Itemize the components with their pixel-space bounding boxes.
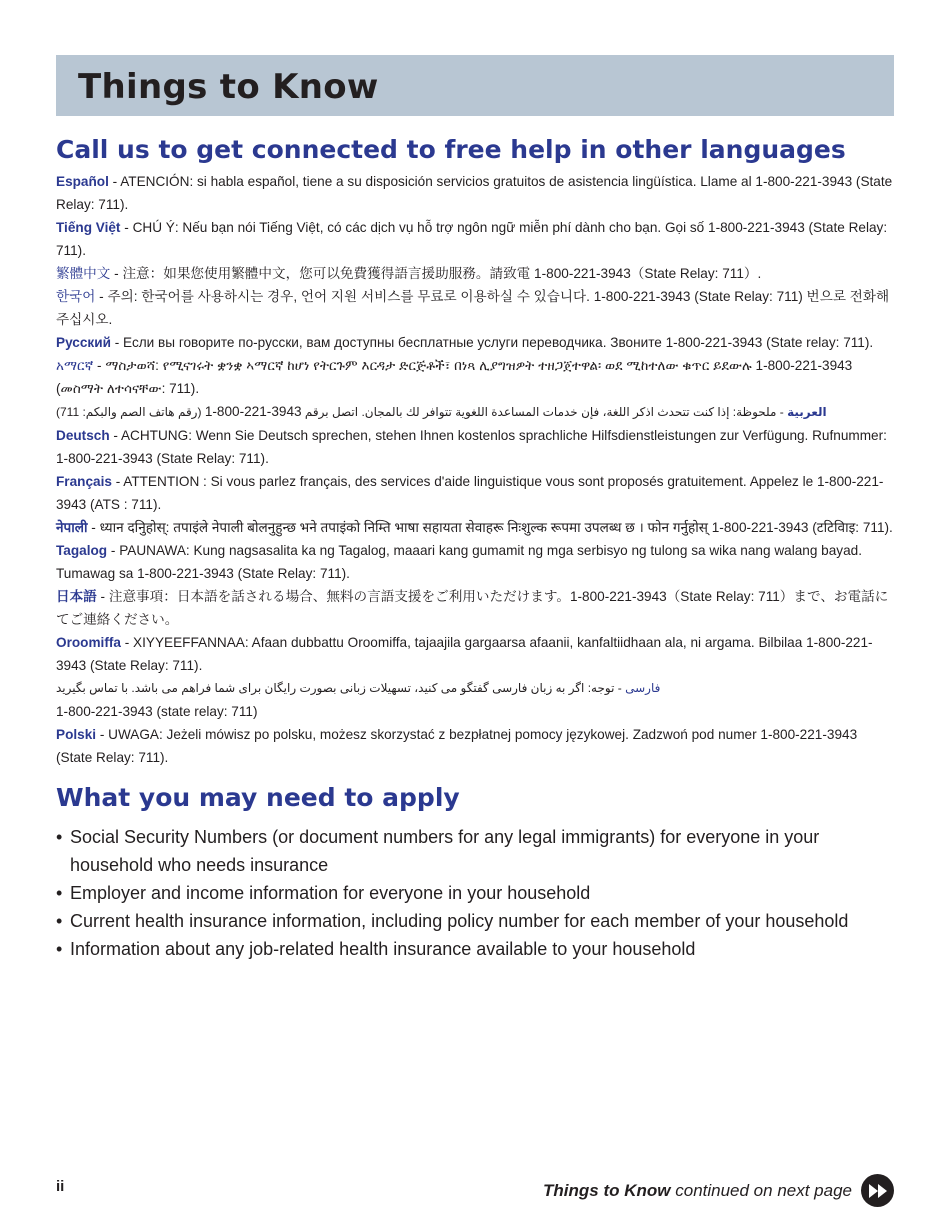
language-name: Русский <box>56 335 111 350</box>
language-text: توجه: اگر به زبان فارسی گفتگو می کنید، تسهیلات زبانی بصورت رایگان برای شما فراهم می باشد. با تماس بگیرید <box>56 681 615 695</box>
language-text: ملحوظة: إذا كنت تتحدث اذكر اللغة، فإن خدمات المساعدة اللغوية تتوافر لك بالمجان. اتصل برقم <box>304 405 777 419</box>
language-text: PAUNAWA: Kung nagsasalita ka ng Tagalog, maaari kang gumamit ng mga serbisyo ng tulong sa wika nang walang bayad. Tumawag sa 1-800-221-3943 (State Relay: 711). <box>56 543 862 581</box>
language-name: Deutsch <box>56 428 110 443</box>
language-text: UWAGA: Jeżeli mówisz po polsku, możesz skorzystać z bezpłatnej pomocy językowej. Zadzwoń pod numer 1-800-221-3943 (State Relay: 711). <box>56 727 858 765</box>
language-name: Français <box>56 474 112 489</box>
language-name: Tiếng Việt <box>56 220 121 235</box>
apply-heading: What you may need to apply <box>56 783 460 812</box>
continued-notice <box>543 1174 894 1207</box>
language-item-german: Deutsch - ACHTUNG: Wenn Sie Deutsch sprechen, stehen Ihnen kostenlos sprachliche Hilfsdienstleistungen zur Verfügung. Rufnummer: 1-800-221-3943 (State Relay: 711). <box>56 428 887 466</box>
language-text: ध्यान दनिुहोस्: तपाइंले नेपाली बोलनुहुन्छ भने तपाइंको निम्ति भाषा सहायता सेवाहरू निःशुल्क रूपमा उपलब्ध छ । फोन गर्नुहोस् 1-800-221-3943 (टटिवािइ: 711). <box>99 520 893 535</box>
language-item-russian: Русский - Если вы говорите по-русски, вам доступны бесплатные услуги переводчика. Звоните 1-800-221-3943 (State relay: 711). <box>56 335 874 350</box>
phone-number-line: 1-800-221-3943 (state relay: 711) <box>56 704 258 719</box>
list-item: • Current health insurance information, including policy number for each member of your household <box>56 907 894 935</box>
language-list <box>56 170 894 769</box>
language-name: 日本語 <box>56 589 97 604</box>
language-item-oromo: Oroomiffa - XIYYEEFFANNAA: Afaan dubbattu Oroomiffa, tajaajila gargaarsa afaanii, kanfaltiidhaan ala, ni argama. Bilbilaa 1-800-221-3943 (State Relay: 711). <box>56 635 873 673</box>
language-text: 주의: 한국어를 사용하시는 경우, 언어 지원 서비스를 무료로 이용하실 수 있습니다. 1-800-221-3943 (State Relay: 711) 번으로 전화해 주십시오. <box>56 289 890 327</box>
fast-forward-icon <box>867 1182 889 1200</box>
language-item-vietnamese: Tiếng Việt - CHÚ Ý: Nếu bạn nói Tiếng Việt, có các dịch vụ hỗ trợ ngôn ngữ miễn phí dành cho bạn. Gọi số 1-800-221-3943 (State Relay: 711). <box>56 220 888 258</box>
language-name: 繁體中文 <box>56 266 111 281</box>
language-item-spanish: Español - ATENCIÓN: si habla español, tiene a su disposición servicios gratuitos de asistencia lingüística. Llame al 1-800-221-3943 (State Relay: 711). <box>56 174 893 212</box>
language-name: አማርኛ <box>56 358 94 373</box>
next-page-button[interactable] <box>861 1174 894 1207</box>
language-name: नेपाली <box>56 520 88 535</box>
language-name: Español <box>56 174 109 189</box>
list-item: • Social Security Numbers (or document numbers for any legal immigrants) for everyone in your household who needs insurance <box>56 823 894 879</box>
language-item-korean: 한국어 - 주의: 한국어를 사용하시는 경우, 언어 지원 서비스를 무료로 이용하실 수 있습니다. 1-800-221-3943 (State Relay: 711) 번으로 전화해 주십시오. <box>56 289 890 327</box>
phone-number: 1-800-221-3943 <box>204 404 302 419</box>
language-text: 注意事項：日本語を話される場合、無料の言語支援をご利用いただけます。1-800-221-3943（State Relay: 711）まで、お電話にてご連絡ください。 <box>56 589 889 627</box>
language-item-french: Français - ATTENTION : Si vous parlez français, des services d'aide linguistique vous sont proposés gratuitement. Appelez le 1-800-221-3943 (ATS : 711). <box>56 474 884 512</box>
language-text: Если вы говорите по-русски, вам доступны бесплатные услуги переводчика. Звоните 1-800-221-3943 (State relay: 711). <box>123 335 874 350</box>
list-item: • Employer and income information for everyone in your household <box>56 879 894 907</box>
language-item-nepali: नेपाली - ध्यान दनिुहोस्: तपाइंले नेपाली बोलनुहुन्छ भने तपाइंको निम्ति भाषा सहायता सेवाहरू निःशुल्क रूपमा उपलब्ध छ । फोन गर्नुहोस् 1-800-221-3943 (टटिवािइ: 711). <box>56 520 893 535</box>
language-text: ማስታወሻ: የሚናገሩት ቋንቋ ኣማርኛ ከሆነ የትርጉም እርዳታ ድርጅቶች፣ በነጻ ሊያግዝዎት ተዘጋጀተዋል፡ ወደ ሚከተለው ቁጥር ይደውሉ 1-800-221-3943 (መስማት ለተሳናቸው: 711). <box>56 358 853 396</box>
language-text: ATENCIÓN: si habla español, tiene a su disposición servicios gratuitos de asistencia lingüística. Llame al 1-800-221-3943 (State Relay: 711). <box>56 174 893 212</box>
language-item-arabic: العربية - ملحوظة: إذا كنت تتحدث اذكر اللغة، فإن خدمات المساعدة اللغوية تتوافر لك بالمجان. اتصل برقم 1-800-221-3943 (رقم هاتف الصم والبكم: 711) <box>56 404 827 419</box>
list-item: • Information about any job-related health insurance available to your household <box>56 935 894 963</box>
bullet-icon: • <box>56 883 63 903</box>
language-name: العربية <box>787 405 827 419</box>
languages-heading: Call us to get connected to free help in other languages <box>56 135 846 164</box>
bullet-icon: • <box>56 827 63 847</box>
language-text: XIYYEEFFANNAA: Afaan dubbattu Oroomiffa, tajaajila gargaarsa afaanii, kanfaltiidhaan ala, ni argama. Bilbilaa 1-800-221-3943 (State Relay: 711). <box>56 635 873 673</box>
language-item-tagalog: Tagalog - PAUNAWA: Kung nagsasalita ka ng Tagalog, maaari kang gumamit ng mga serbisyo ng tulong sa wika nang walang bayad. Tumawag sa 1-800-221-3943 (State Relay: 711). <box>56 543 862 581</box>
continued-title: Things to Know <box>543 1180 671 1200</box>
language-text: 注意：如果您使用繁體中文，您可以免費獲得語言援助服務。請致電 1-800-221-3943（State Relay: 711）. <box>122 266 762 281</box>
bullet-icon: • <box>56 939 63 959</box>
language-item-farsi: فارسی - توجه: اگر به زبان فارسی گفتگو می کنید، تسهیلات زبانی بصورت رایگان برای شما فراهم می باشد. با تماس بگیرید 1-800-221-3943 (state relay: 711) <box>56 677 894 723</box>
page-content <box>56 55 894 963</box>
page-title: Things to Know <box>78 67 379 107</box>
bullet-icon: • <box>56 911 63 931</box>
language-tail: (رقم هاتف الصم والبكم: 711) <box>56 405 202 419</box>
language-text: ACHTUNG: Wenn Sie Deutsch sprechen, stehen Ihnen kostenlos sprachliche Hilfsdienstleistungen zur Verfügung. Rufnummer: 1-800-221-3943 (State Relay: 711). <box>56 428 887 466</box>
language-item-japanese: 日本語 - 注意事項：日本語を話される場合、無料の言語支援をご利用いただけます。1-800-221-3943（State Relay: 711）まで、お電話にてご連絡ください。 <box>56 589 889 627</box>
title-banner <box>56 55 894 116</box>
continued-text: continued on next page <box>675 1180 852 1200</box>
language-name: فارسی <box>625 681 661 695</box>
language-text: ATTENTION : Si vous parlez français, des services d'aide linguistique vous sont proposés gratuitement. Appelez le 1-800-221-3943 (ATS : 711). <box>56 474 884 512</box>
language-name: Oroomiffa <box>56 635 121 650</box>
language-item-amharic: አማርኛ - ማስታወሻ: የሚናገሩት ቋንቋ ኣማርኛ ከሆነ የትርጉም እርዳታ ድርጅቶች፣ በነጻ ሊያግዝዎት ተዘጋጀተዋል፡ ወደ ሚከተለው ቁጥር ይደውሉ 1-800-221-3943 (መስማት ለተሳናቸው: 711). <box>56 358 853 396</box>
page-number: ii <box>56 1178 65 1195</box>
language-item-chinese: 繁體中文 - 注意：如果您使用繁體中文，您可以免費獲得語言援助服務。請致電 1-800-221-3943（State Relay: 711）. <box>56 266 762 281</box>
apply-requirements-list <box>56 823 894 963</box>
language-text: CHÚ Ý: Nếu bạn nói Tiếng Việt, có các dịch vụ hỗ trợ ngôn ngữ miễn phí dành cho bạn. Gọi số 1-800-221-3943 (State Relay: 711). <box>56 220 888 258</box>
language-name: Polski <box>56 727 97 742</box>
language-name: Tagalog <box>56 543 108 558</box>
language-name: 한국어 <box>56 289 96 304</box>
language-item-polish: Polski - UWAGA: Jeżeli mówisz po polsku, możesz skorzystać z bezpłatnej pomocy językowej. Zadzwoń pod numer 1-800-221-3943 (State Relay: 711). <box>56 727 858 765</box>
